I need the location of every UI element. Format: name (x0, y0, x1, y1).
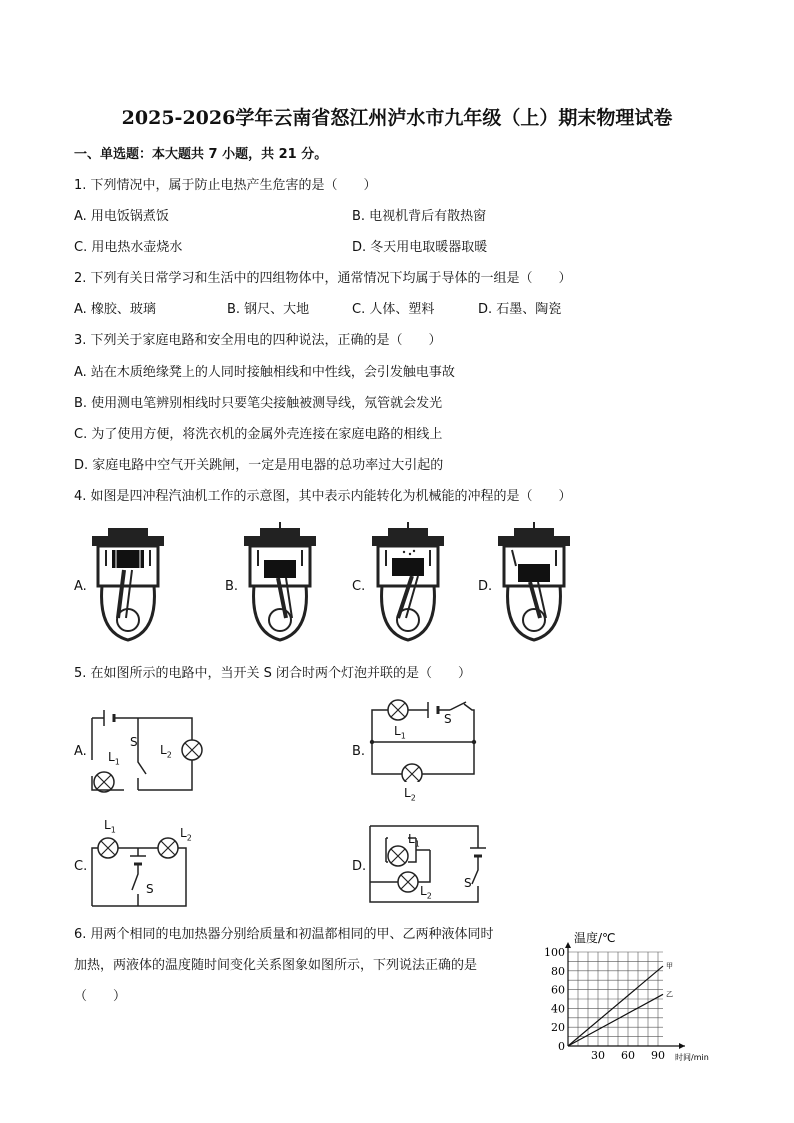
q2-option-b: B. 钢尺、大地 (227, 302, 310, 317)
lamp-l1-label-a (108, 750, 120, 766)
q1-option-b: B. 电视机背后有散热窗 (352, 209, 487, 224)
q4-stem: 4. 如图是四冲程汽油机工作的示意图，其中表示内能转化为机械能的冲程的是（ ） (74, 489, 572, 504)
q4-label-b: B. (225, 579, 239, 594)
lamp-l2-label-d (420, 884, 432, 900)
y-tick-label: 60 (551, 983, 565, 997)
y-tick-label: 0 (558, 1040, 565, 1053)
series-name-yi: 乙 (666, 990, 673, 999)
q6-stem-line1: 6. 用两个相同的电加热器分别给质量和初温都相同的甲、乙两种液体同时 (74, 927, 494, 942)
lamp-l1-label-b (394, 724, 406, 740)
q6-stem-line3: （ ） (74, 989, 127, 1004)
chart-series (568, 962, 673, 1046)
q1-option-d: D. 冬天用电取暖器取暖 (352, 240, 488, 255)
lamp-l2-letter-d: L (420, 884, 427, 898)
lamp-l2-sub-c: 2 (186, 833, 192, 843)
series-name-jia: 甲 (666, 962, 673, 971)
q5-label-b: B. (352, 744, 366, 759)
temperature-time-chart (536, 926, 722, 1066)
q5-stem: 5. 在如图所示的电路中，当开关 S 闭合时两个灯泡并联的是（ ） (74, 666, 472, 681)
q1-option-c: C. 用电热水壶烧水 (74, 240, 183, 255)
chart-labels (544, 930, 709, 1062)
q4-label-a: A. (74, 579, 87, 594)
lamp-l2-letter-a: L (160, 743, 167, 757)
lamp-l1-letter-b: L (394, 724, 401, 738)
lamp-l1-label-c (104, 818, 116, 834)
y-tick-label: 40 (551, 1002, 565, 1016)
q5-label-d: D. (352, 859, 367, 874)
x-axis-label: 时间/min (675, 1053, 709, 1062)
y-tick-label: 100 (544, 946, 565, 959)
q3-stem: 3. 下列关于家庭电路和安全用电的四种说法，正确的是（ ） (74, 333, 442, 348)
lamp-l2-label-a (160, 743, 172, 759)
page-title: 2025-2026学年云南省怒江州泸水市九年级（上）期末物理试卷 (121, 107, 673, 129)
lamp-l1-sub-c: 1 (110, 825, 116, 835)
q2-stem: 2. 下列有关日常学习和生活中的四组物体中，通常情况下均属于导体的一组是（ ） (74, 271, 572, 286)
y-axis-arrow (565, 942, 571, 948)
lamp-l2-letter-c: L (180, 826, 187, 840)
lamp-l2-letter-b: L (404, 786, 411, 800)
q4-label-c: C. (352, 579, 366, 594)
y-tick-label: 20 (551, 1021, 565, 1035)
q2-option-c: C. 人体、塑料 (352, 302, 435, 317)
switch-label-b: S (444, 712, 452, 726)
y-tick-label: 80 (551, 964, 565, 978)
q4-label-d: D. (478, 579, 493, 594)
lamp-l1-sub-d: 1 (414, 839, 420, 849)
engine-figure-b (240, 520, 320, 648)
x-tick-label: 60 (621, 1049, 635, 1062)
x-tick-label: 30 (591, 1049, 605, 1062)
series-line-yi (568, 994, 663, 1046)
q3-option-a: A. 站在木质绝缘凳上的人同时接触相线和中性线，会引发触电事故 (74, 365, 455, 380)
lamp-l2-label-c (180, 826, 192, 842)
q5-label-a: A. (74, 744, 87, 759)
q6-stem-line2: 加热，两液体的温度随时间变化关系图象如图所示，下列说法正确的是 (74, 958, 478, 973)
x-tick-label: 90 (651, 1049, 665, 1062)
q2-option-a: A. 橡胶、玻璃 (74, 302, 156, 317)
lamp-l2-label-b (404, 786, 416, 802)
circuit-figure-c (88, 834, 198, 912)
q1-stem: 1. 下列情况中，属于防止电热产生危害的是（ ） (74, 178, 377, 193)
lamp-l2-sub-d: 2 (426, 891, 432, 901)
lamp-l1-letter-a: L (108, 750, 115, 764)
lamp-l1-sub-b: 1 (400, 731, 406, 741)
lamp-l1-letter-d: L (408, 832, 415, 846)
x-axis-arrow (679, 1043, 685, 1049)
circuit-figure-a (88, 704, 208, 794)
q3-option-b: B. 使用测电笔辨别相线时只要笔尖接触被测导线，氖管就会发光 (74, 396, 443, 411)
switch-label-d: S (464, 876, 472, 890)
switch-label-a: S (130, 735, 138, 749)
q1-option-a: A. 用电饭锅煮饭 (74, 209, 169, 224)
engine-figure-c (368, 520, 448, 648)
lamp-l1-label-d (408, 832, 420, 848)
lamp-l2-sub-b: 2 (410, 793, 416, 803)
y-axis-label: 温度/℃ (574, 931, 616, 945)
series-line-jia (568, 966, 663, 1046)
engine-figure-d (494, 520, 574, 648)
switch-label-c: S (146, 882, 154, 896)
lamp-l1-sub-a: 1 (114, 757, 120, 767)
circuit-figure-b (366, 698, 486, 782)
lamp-l1-letter-c: L (104, 818, 111, 832)
q5-label-c: C. (74, 859, 88, 874)
chart-grid (568, 952, 663, 1046)
q2-option-d: D. 石墨、陶瓷 (478, 302, 562, 317)
q3-option-d: D. 家庭电路中空气开关跳闸，一定是用电器的总功率过大引起的 (74, 458, 444, 473)
section-heading: 一、单选题：本大题共 7 小题，共 21 分。 (74, 147, 328, 162)
lamp-l2-sub-a: 2 (166, 750, 172, 760)
engine-figure-a (88, 520, 168, 648)
q3-option-c: C. 为了使用方便，将洗衣机的金属外壳连接在家庭电路的相线上 (74, 427, 443, 442)
